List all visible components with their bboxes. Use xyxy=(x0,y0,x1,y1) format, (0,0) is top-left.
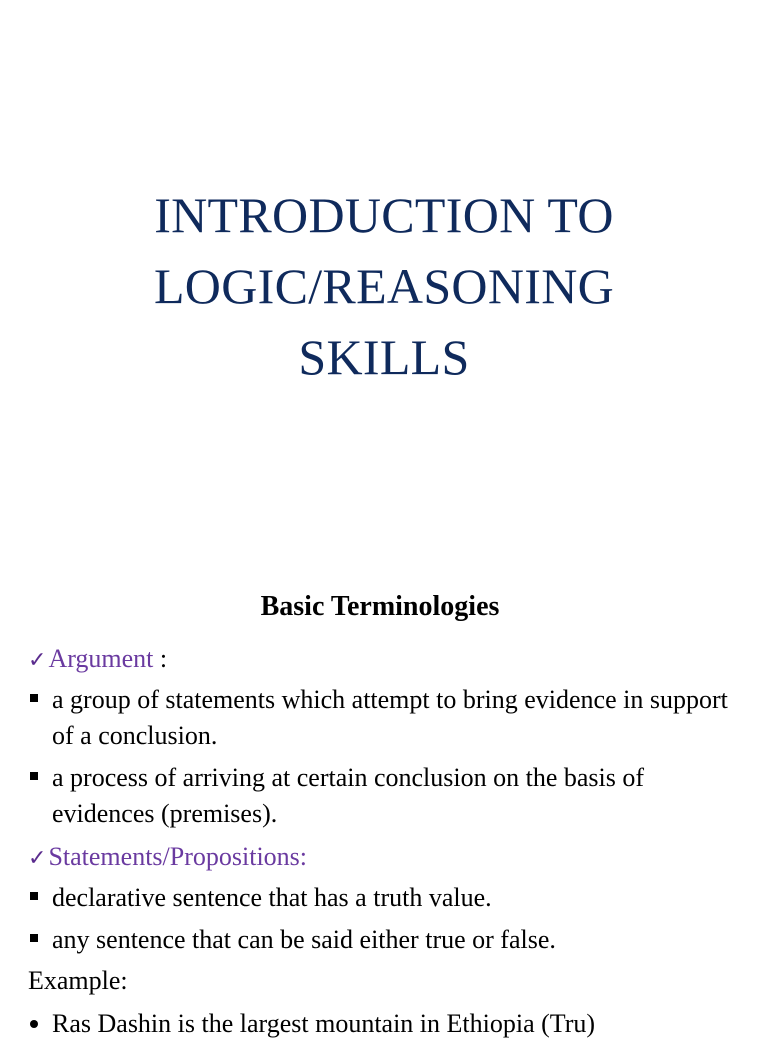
list-item xyxy=(28,682,728,754)
example-label: Example: xyxy=(28,966,128,995)
list-item-text: any sentence that can be said either true or false. xyxy=(52,925,556,954)
list-item-text: declarative sentence that has a truth value. xyxy=(52,883,492,912)
term-label: Argument xyxy=(48,644,154,673)
checkmark-icon: ✓ xyxy=(28,846,47,871)
list-item xyxy=(28,880,728,916)
list-item xyxy=(28,1006,748,1042)
section-heading: Basic Terminologies xyxy=(260,591,500,622)
list-item-text: a group of statements which attempt to bring evidence in support of a conclusion. xyxy=(52,685,728,750)
term-label: Statements/Propositions: xyxy=(48,842,308,871)
list-item xyxy=(28,922,728,958)
title-line-1: INTRODUCTION TO xyxy=(154,187,614,243)
round-bullet-icon xyxy=(30,1020,38,1028)
term-argument xyxy=(28,642,167,678)
term-statements xyxy=(28,840,307,876)
term-suffix: : xyxy=(153,644,168,673)
list-item xyxy=(28,760,728,832)
square-bullet-icon xyxy=(30,772,38,780)
square-bullet-icon xyxy=(30,934,38,942)
list-item-text: Ras Dashin is the largest mountain in Ethiopia (Tru) xyxy=(52,1009,596,1038)
slide-title xyxy=(0,180,768,393)
checkmark-icon: ✓ xyxy=(28,648,47,673)
square-bullet-icon xyxy=(30,892,38,900)
list-item-text: a process of arriving at certain conclusion on the basis of evidences (premises). xyxy=(52,763,645,828)
title-line-2: LOGIC/REASONING xyxy=(153,258,615,314)
square-bullet-icon xyxy=(30,694,38,702)
title-line-3: SKILLS xyxy=(298,329,470,385)
